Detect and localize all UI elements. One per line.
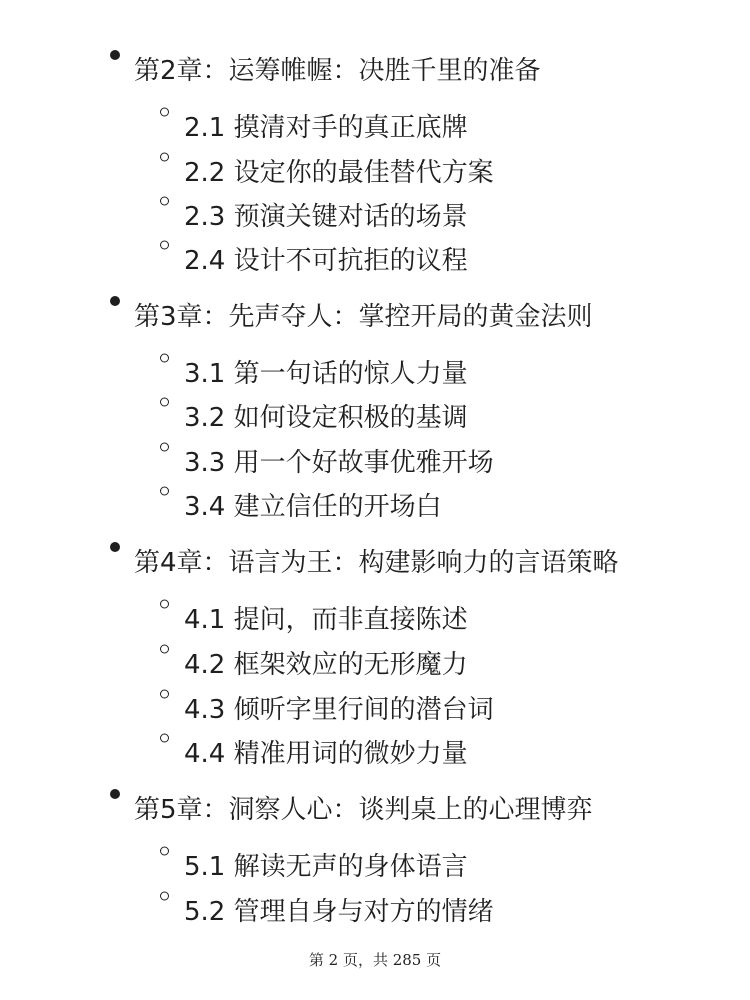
circle-bullet-icon — [160, 153, 169, 162]
circle-bullet-icon — [160, 600, 169, 609]
circle-bullet-icon — [160, 108, 169, 117]
section-title: 2.4 设计不可抗拒的议程 — [184, 246, 468, 276]
circle-bullet-icon — [160, 645, 169, 654]
chapter-title: 第2章：运筹帷幄：决胜千里的准备 — [134, 56, 541, 86]
chapter-title: 第3章：先声夺人：掌控开局的黄金法则 — [134, 302, 593, 332]
disc-bullet-icon — [110, 789, 120, 799]
section-title: 3.2 如何设定积极的基调 — [184, 403, 468, 433]
disc-bullet-icon — [110, 542, 120, 552]
circle-bullet-icon — [160, 197, 169, 206]
circle-bullet-icon — [160, 847, 169, 856]
section-title: 3.3 用一个好故事优雅开场 — [184, 448, 494, 478]
section-title: 4.2 框架效应的无形魔力 — [184, 650, 468, 680]
circle-bullet-icon — [160, 690, 169, 699]
circle-bullet-icon — [160, 443, 169, 452]
section-title: 4.1 提问，而非直接陈述 — [184, 605, 468, 635]
section-title: 4.3 倾听字里行间的潜台词 — [184, 695, 494, 725]
page-number-footer: 第 2 页，共 285 页 — [308, 951, 442, 969]
circle-bullet-icon — [160, 241, 169, 250]
circle-bullet-icon — [160, 354, 169, 363]
disc-bullet-icon — [110, 296, 120, 306]
section-title: 2.2 设定你的最佳替代方案 — [184, 158, 494, 188]
section-title: 2.1 摸清对手的真正底牌 — [184, 113, 468, 143]
section-title: 5.1 解读无声的身体语言 — [184, 852, 468, 882]
section-title: 3.1 第一句话的惊人力量 — [184, 359, 468, 389]
disc-bullet-icon — [110, 50, 120, 60]
circle-bullet-icon — [160, 734, 169, 743]
circle-bullet-icon — [160, 398, 169, 407]
section-title: 3.4 建立信任的开场白 — [184, 492, 442, 522]
chapter-title: 第5章：洞察人心：谈判桌上的心理博弈 — [134, 795, 593, 825]
section-title: 2.3 预演关键对话的场景 — [184, 202, 468, 232]
chapter-title: 第4章：语言为王：构建影响力的言语策略 — [134, 548, 619, 578]
section-title: 5.2 管理自身与对方的情绪 — [184, 897, 494, 927]
circle-bullet-icon — [160, 892, 169, 901]
circle-bullet-icon — [160, 487, 169, 496]
section-title: 4.4 精准用词的微妙力量 — [184, 739, 468, 769]
